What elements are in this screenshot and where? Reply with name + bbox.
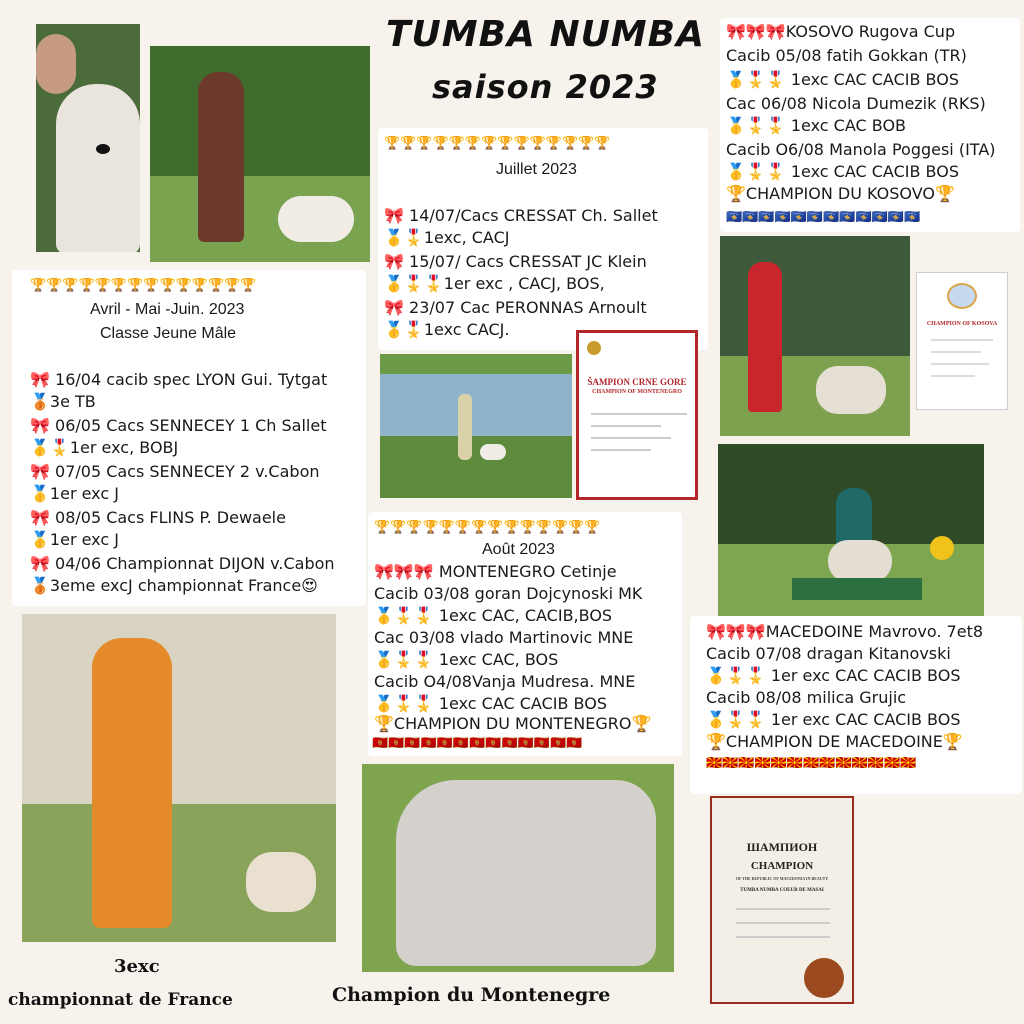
handler-figure (458, 394, 472, 460)
result-line: Cacib 03/08 goran Dojcynoski MK (374, 584, 643, 603)
cert-subtitle: OF THE REPUBLIC OF MACEDONIA IN BEAUTY (735, 876, 829, 881)
result-line: Cacib O4/08Vanja Mudresa. MNE (374, 672, 636, 691)
caption-champion-montenegro: Champion du Montenegre (332, 984, 611, 1006)
kosovo-results-panel (720, 18, 1020, 232)
handler-figure (748, 262, 782, 412)
kosovo-ring-photo (720, 236, 910, 436)
cert-title-cyrillic: ШАМПИОН (746, 840, 818, 854)
result-line: 🎀🎀🎀 MONTENEGRO Cetinje (374, 562, 617, 581)
result-line: 🥇🎖️1er exc, BOBJ (30, 438, 179, 457)
cert-dog-name: TUMBA NUMBA COEUR DE MASAI (740, 888, 824, 893)
handler-figure (198, 72, 244, 242)
macedonia-flags: 🇲🇰🇲🇰🇲🇰🇲🇰🇲🇰🇲🇰🇲🇰🇲🇰🇲🇰🇲🇰🇲🇰🇲🇰🇲🇰 (706, 756, 917, 771)
result-line: 🎀 04/06 Championnat DIJON v.Cabon (30, 554, 335, 573)
result-line: Cacib 07/08 dragan Kitanovski (706, 644, 951, 663)
seal-icon (947, 283, 977, 309)
result-line: 🥇🎖️1exc CACJ. (384, 320, 510, 339)
kosovo-certificate (916, 272, 1008, 410)
result-line: 🥇1er exc J (30, 530, 119, 549)
macedonia-certificate (710, 796, 854, 1004)
dog-figure (816, 366, 886, 414)
macedonia-ring-photo (718, 444, 984, 620)
spring-period: Avril - Mai -Juin. 2023 (90, 301, 245, 318)
result-line: Cac 03/08 vlado Martinovic MNE (374, 628, 634, 647)
kosovo-flags: 🇽🇰🇽🇰🇽🇰🇽🇰🇽🇰🇽🇰🇽🇰🇽🇰🇽🇰🇽🇰🇽🇰🇽🇰 (726, 210, 921, 225)
dog-figure (480, 444, 506, 460)
dog-nose (96, 144, 110, 154)
result-line: Cac 06/08 Nicola Dumezik (RKS) (726, 94, 986, 113)
result-line: 🥇🎖️🎖️ 1exc CAC BOB (726, 116, 907, 135)
result-line: 🥇🎖️🎖️ 1er exc CAC CACIB BOS (706, 666, 961, 685)
result-line: 🎀🎀🎀MACEDOINE Mavrovo. 7et8 (706, 622, 984, 641)
macedonia-results-panel (690, 616, 1022, 794)
handler-figure (92, 638, 172, 928)
result-line: 🏆CHAMPION DU MONTENEGRO🏆 (374, 714, 652, 733)
august-heading: Août 2023 (482, 541, 555, 558)
result-line: Cacib O6/08 Manola Poggesi (ITA) (726, 140, 996, 159)
result-line: 🥇🎖️🎖️ 1exc CAC CACIB BOS (726, 162, 959, 181)
podium (792, 578, 922, 600)
selfie-photo (36, 24, 140, 252)
result-line: Cacib 08/08 milica Grujic (706, 688, 907, 707)
dog-figure (396, 780, 656, 966)
page-subtitle: saison 2023 (432, 68, 659, 106)
montenegro-certificate (576, 330, 698, 500)
result-line: Cacib 05/08 fatih Gokkan (TR) (726, 46, 967, 65)
result-line: 🥇🎖️🎖️ 1exc CAC CACIB BOS (374, 694, 607, 713)
trophy-row: 🏆🏆🏆🏆🏆🏆🏆🏆🏆🏆🏆🏆🏆🏆 (374, 520, 601, 535)
result-line: 🥇🎖️1exc, CACJ (384, 228, 510, 247)
lake-show-photo (380, 354, 572, 498)
caption-3exc: 3exc (114, 956, 160, 977)
cert-title: CHAMPION OF KOSOVA (926, 321, 998, 327)
result-line: 🥉3e TB (30, 392, 96, 411)
trophy-row: 🏆🏆🏆🏆🏆🏆🏆🏆🏆🏆🏆🏆🏆🏆 (30, 278, 257, 293)
trophy-row: 🏆🏆🏆🏆🏆🏆🏆🏆🏆🏆🏆🏆🏆🏆 (384, 136, 611, 151)
wax-seal-icon (804, 958, 844, 998)
person-face (36, 34, 76, 94)
july-results-panel (378, 128, 708, 350)
cert-subtitle: CHAMPION OF MONTENEGRO (592, 389, 682, 395)
august-results-panel (368, 512, 682, 756)
dog-figure (828, 540, 892, 582)
dog-head (56, 84, 140, 252)
sunflower (930, 536, 954, 560)
championnat-photo (22, 614, 336, 942)
spring-results-panel (12, 270, 366, 606)
dog-figure (278, 196, 354, 242)
result-line: 🎀 15/07/ Cacs CRESSAT JC Klein (384, 252, 647, 271)
july-heading: Juillet 2023 (496, 161, 577, 178)
result-line: 🎀🎀🎀KOSOVO Rugova Cup (726, 22, 956, 41)
lake (380, 374, 572, 436)
cert-title: ŠAMPION CRNE GORE (587, 377, 687, 387)
result-line: 🥉3eme excJ championnat France😍 (30, 576, 318, 595)
champion-dog-photo (362, 764, 674, 972)
result-line: 🥇🎖️🎖️ 1exc CAC CACIB BOS (726, 70, 959, 89)
seal-icon (587, 341, 601, 355)
result-line: 🎀 16/04 cacib spec LYON Gui. Tytgat (30, 370, 328, 389)
result-line: 🥇🎖️🎖️ 1exc CAC, CACIB,BOS (374, 606, 613, 625)
result-line: 🥇🎖️🎖️ 1er exc CAC CACIB BOS (706, 710, 961, 729)
cert-title: CHAMPION (750, 860, 814, 872)
montenegro-flags: 🇲🇪🇲🇪🇲🇪🇲🇪🇲🇪🇲🇪🇲🇪🇲🇪🇲🇪🇲🇪🇲🇪🇲🇪🇲🇪 (372, 736, 583, 751)
caption-championnat: championnat de France (8, 990, 233, 1010)
result-line: 🎀 06/05 Cacs SENNECEY 1 Ch Sallet (30, 416, 327, 435)
result-line: 🥇🎖️🎖️1er exc , CACJ, BOS, (384, 274, 605, 293)
result-line: 🥇🎖️🎖️ 1exc CAC, BOS (374, 650, 559, 669)
result-line: 🏆CHAMPION DU KOSOVO🏆 (726, 184, 955, 203)
result-line: 🎀 08/05 Cacs FLINS P. Dewaele (30, 508, 286, 527)
show-ring-photo-1 (150, 46, 370, 262)
result-line: 🏆CHAMPION DE MACEDOINE🏆 (706, 732, 963, 751)
result-line: 🎀 23/07 Cac PERONNAS Arnoult (384, 298, 647, 317)
dog-figure (246, 852, 316, 912)
result-line: 🎀 07/05 Cacs SENNECEY 2 v.Cabon (30, 462, 320, 481)
result-line: 🎀 14/07/Cacs CRESSAT Ch. Sallet (384, 206, 658, 225)
page-title: TUMBA NUMBA (386, 14, 705, 55)
result-line: 🥇1er exc J (30, 484, 119, 503)
spring-class: Classe Jeune Mâle (100, 325, 237, 342)
